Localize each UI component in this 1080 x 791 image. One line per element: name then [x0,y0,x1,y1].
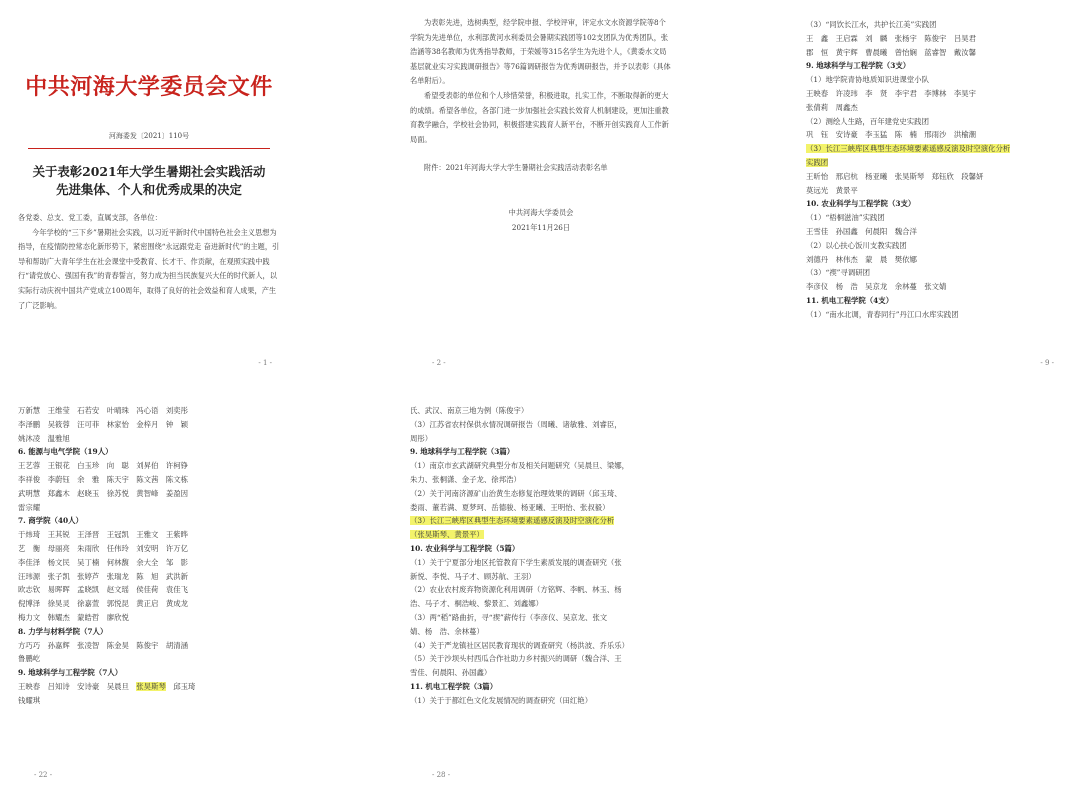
list-line: （2）农业农村废弃物资源化利用调研（方铭辉、李帆、林玉、杨 [410,585,622,595]
document-page-2 [410,8,672,383]
red-divider [28,148,270,149]
document-page-5 [410,400,672,785]
list-line [410,528,672,542]
list-line: 梅力文 韩耀杰 蒙皓哲 廖欣悦 [18,612,129,622]
list-line: 王映春 许凌玮 李 贤 李宇君 李博林 李昊宇 [806,88,976,98]
section-heading: 9. 地球科学与工程学院（3篇） [410,447,515,457]
list-line: 王昕怡 邢启杭 杨亚曦 张昊斯琴 郑钰欣 段馨妍 [806,171,984,181]
page-number: - 28 - [432,771,451,779]
list-line: 巩 钰 安诗豪 李玉猛 陈 楠 邢雨沙 洪榆潮 [806,130,976,140]
list-line: 周彤） [410,433,433,443]
list-line [806,142,1068,156]
list-line: （1）“南水北调，青春同行”丹江口水库实践团 [806,309,959,319]
list-line: 王映春 吕知诗 安诗豪 吴晨旦 张昊斯琴 邱玉琦 [18,681,196,691]
list-line [410,514,672,528]
salutation: 各党委、总支、党工委，直属支部，各单位： [18,213,162,222]
list-line: 娄雨、董若满、夏梦珂、岳德骏、杨亚曦、王明怡、张叔毅） [410,502,610,512]
document-page-4 [18,400,280,785]
list-line: （4）关于严龙镇社区居民教育现状的调查研究（杨洪波、乔乐乐） [410,640,630,650]
list-line: 李佳泽 杨文民 吴丁楠 何林馥 余大全 邹 影 [18,557,188,567]
list-line: 王 鑫 王启霖 刘 麟 张杨宇 陈俊宇 吕昊君 [806,33,976,43]
page-number: - 9 - [1040,359,1054,367]
list-line: 雪佳、何晨阳、孙国鑫） [410,668,492,678]
list-line: 艺 衡 母丽亮 朱雨欣 任伟玲 刘安明 许万亿 [18,543,188,553]
body-paragraph: 今年学校的“三下乡”暑期社会实践，以习近平新时代中国特色社会主义思想为指导，在疫情防控常态化新形势下，紧密围绕“永远跟党走 奋进新时代”的主题，引导和帮助广大青年学生在社会课堂中受教育、长才干、作贡献，在观照实践中践行“请党放心、强国有我”的青春誓言，努力成为担当民族复兴大任的时代新人，以实际行动庆祝中国共产党成立100周年，取得了良好的社会效益和育人成果，产生了广泛影响。 [18,227,280,310]
list-line: 汪玮源 张子凯 张婷芦 张瑞龙 陈 旭 武洪新 [18,571,188,581]
list-line: 新悦、李悦、马子才、顾苏航、王羽） [410,571,536,581]
highlighted-text: （3）长江三峡库区典型生态环境要素遥感反演及时空演化分析 [410,516,615,526]
document-page-1 [18,8,280,383]
list-line: 万新慧 王维莹 石若安 叶晴珠 冯心语 刘奕彤 [18,406,188,415]
list-line: （3）“同饮长江水，共护长江美”实践团 [806,20,937,29]
list-line: （3）江苏省农村保供水情况调研报告（周曦、诸敏雅、刘睿臣， [410,419,622,429]
title-line-1: 关于表彰2021年大学生暑期社会实践活动 [32,164,266,179]
list-line: 雷宗耀 [18,502,41,512]
list-line: 武明慧 郑鑫木 赵晓玉 徐苏悦 黄智峰 姜盈因 [18,488,188,498]
section-heading: 10. 农业科学与工程学院（5篇） [410,543,520,553]
list-line [806,156,1068,170]
issue-date: 2021年11月26日 [511,222,571,232]
list-line: 王雪佳 孙国鑫 何晨阳 魏合洋 [806,226,917,236]
document-red-header: 中共河海大学委员会文件 [25,74,273,100]
body-paragraph-2: 希望受表彰的单位和个人珍惜荣誉，积极进取，扎实工作，不断取得新的更大的成绩。希望各单位，各部门进一步加强社会实践长效育人机制建设，更加注重教育教学融合，学校社会协同，积极搭建实践育人新平台，不断开创实践育人工作新局面。 [410,90,669,144]
list-line: （3）“禊”寻调研团 [806,268,870,278]
list-line: 浩、马子才、桐浩峻、黎景汇、刘鑫娜） [410,599,544,609]
document-number: 河海委发〔2021〕110号 [108,132,190,140]
section-heading: 9. 地球科学与工程学院（3支） [806,61,911,71]
list-line: （1）关于于都红色文化发展情况的调查研究（田红艳） [410,695,593,705]
list-line: （2）测绘人生路，百年建党史实践团 [806,116,929,126]
list-line: （1）地学院青协地质知识进课堂小队 [806,75,929,85]
section-heading: 11. 机电工程学院（3篇） [410,681,498,691]
list-line: 朱力、张桐潇、金子龙、徐邦浩） [410,474,521,484]
page-number: - 1 - [258,359,272,367]
page-number: - 2 - [432,359,446,367]
list-line: 钱耀琪 [18,695,41,705]
section-heading: 11. 机电工程学院（4支） [806,295,894,305]
list-line: （1）南京市玄武湖研究典型分布及相关问题研究（吴晨旦、梁娜， [410,461,630,471]
section-heading: 7. 商学院（40人） [18,516,83,526]
list-line: （3）两“稻”路曲折，寻“禊”薪传行（李彦仪、吴京龙、张文 [410,612,608,622]
document-title [18,163,280,199]
list-line: （1）关于宁夏部分地区托管教育下学生素质发展的调查研究（张 [410,557,622,567]
section-heading: 10. 农业科学与工程学院（3支） [806,199,916,209]
list-line: 李彦仪 杨 浩 吴京龙 余林蔓 张文婧 [806,282,947,292]
list-line: 张倩莉 周鑫杰 [806,102,858,112]
list-line: 王艺蓉 王银花 白玉珍 向 聪 刘昇伯 许柯铮 [18,461,188,471]
list-line: 郡 恒 黄宇辉 曹晨曦 曾怡娴 蓝睿智 戴汝馨 [806,47,976,57]
signer: 中共河海大学委员会 [508,207,574,217]
name-list [806,18,1068,322]
list-line: 方巧巧 孙嘉辉 张凌智 陈金昊 陈俊宇 胡清涵 [18,640,188,650]
list-line: 莫远光 黄景平 [806,185,858,195]
list-line: 刘德丹 林伟杰 蒙 晨 樊依娜 [806,254,917,264]
list-line: （1）“梧桐滋油”实践团 [806,213,885,223]
section-heading: 9. 地球科学与工程学院（7人） [18,668,123,678]
name-list [18,404,280,708]
title-line-2: 先进集体、个人和优秀成果的决定 [56,182,242,197]
list-line: 姚沐凌 温雅旭 [18,433,70,443]
report-list [410,404,672,708]
highlighted-text: （张昊斯琴、黄景平） [410,530,484,540]
list-line: 氏、武汉、南京三地为例（陈俊宇） [410,406,529,415]
page-number: - 22 - [34,771,53,779]
list-line: 李祥俊 李蔚钰 余 雅 陈天宇 陈文茜 陈文栋 [18,474,188,484]
list-line: 于炜琦 王其锐 王泽晋 王冠凯 王雅文 王紫晔 [18,530,188,540]
highlighted-text: （3）长江三峡库区典型生态环境要素遥感反演及时空演化分析 [806,144,1011,154]
document-page-3 [806,8,1068,383]
list-line: 李泽鹏 吴筱蓉 汪可菲 林家怡 金梓月 钟 颖 [18,419,188,429]
highlighted-name: 张昊斯琴 [136,681,166,691]
list-line: 欧志钦 易晖晖 孟晓凯 赵文瑶 侯佳荷 袁佳飞 [18,585,188,595]
section-heading: 6. 能源与电气学院（19人） [18,447,113,457]
list-line: 倪博泽 徐昊灵 徐嘉萱 郭悦昆 黄正启 黄成龙 [18,599,188,609]
list-line: （2）以心扶心饭川支教实践团 [806,240,907,250]
section-heading: 8. 力学与材料学院（7人） [18,626,108,636]
list-line: 鲁鹏屹 [18,654,41,664]
list-line: （5）关于沙坝头村西瓜合作社助力乡村振兴的调研（魏合洋、王 [410,654,622,664]
body-paragraph-1: 为表彰先进，选树典型，经学院申报、学校评审，评定水文水资源学院等8个学院为先进单位，水利部黄河水利委员会暑期实践团等102支团队为优秀团队，张浩涵等38名教师为优秀指导教师，于荣媛等315名学生为先进个人，《黄委水文局基层就业实习实践调研报告》等76篇调研报告为优秀调研报告，并予以表彰（具体名单附后）。 [410,18,671,86]
list-line: 婧、杨 浩、余林蔓） [410,626,484,636]
list-line: （2）关于河南济源矿山治黄生态修复治理效果的调研（邱玉琦、 [410,488,622,498]
highlighted-text: 实践团 [806,157,829,167]
attachment-note: 附件：2021年河海大学大学生暑期社会实践活动表彰名单 [424,163,608,173]
